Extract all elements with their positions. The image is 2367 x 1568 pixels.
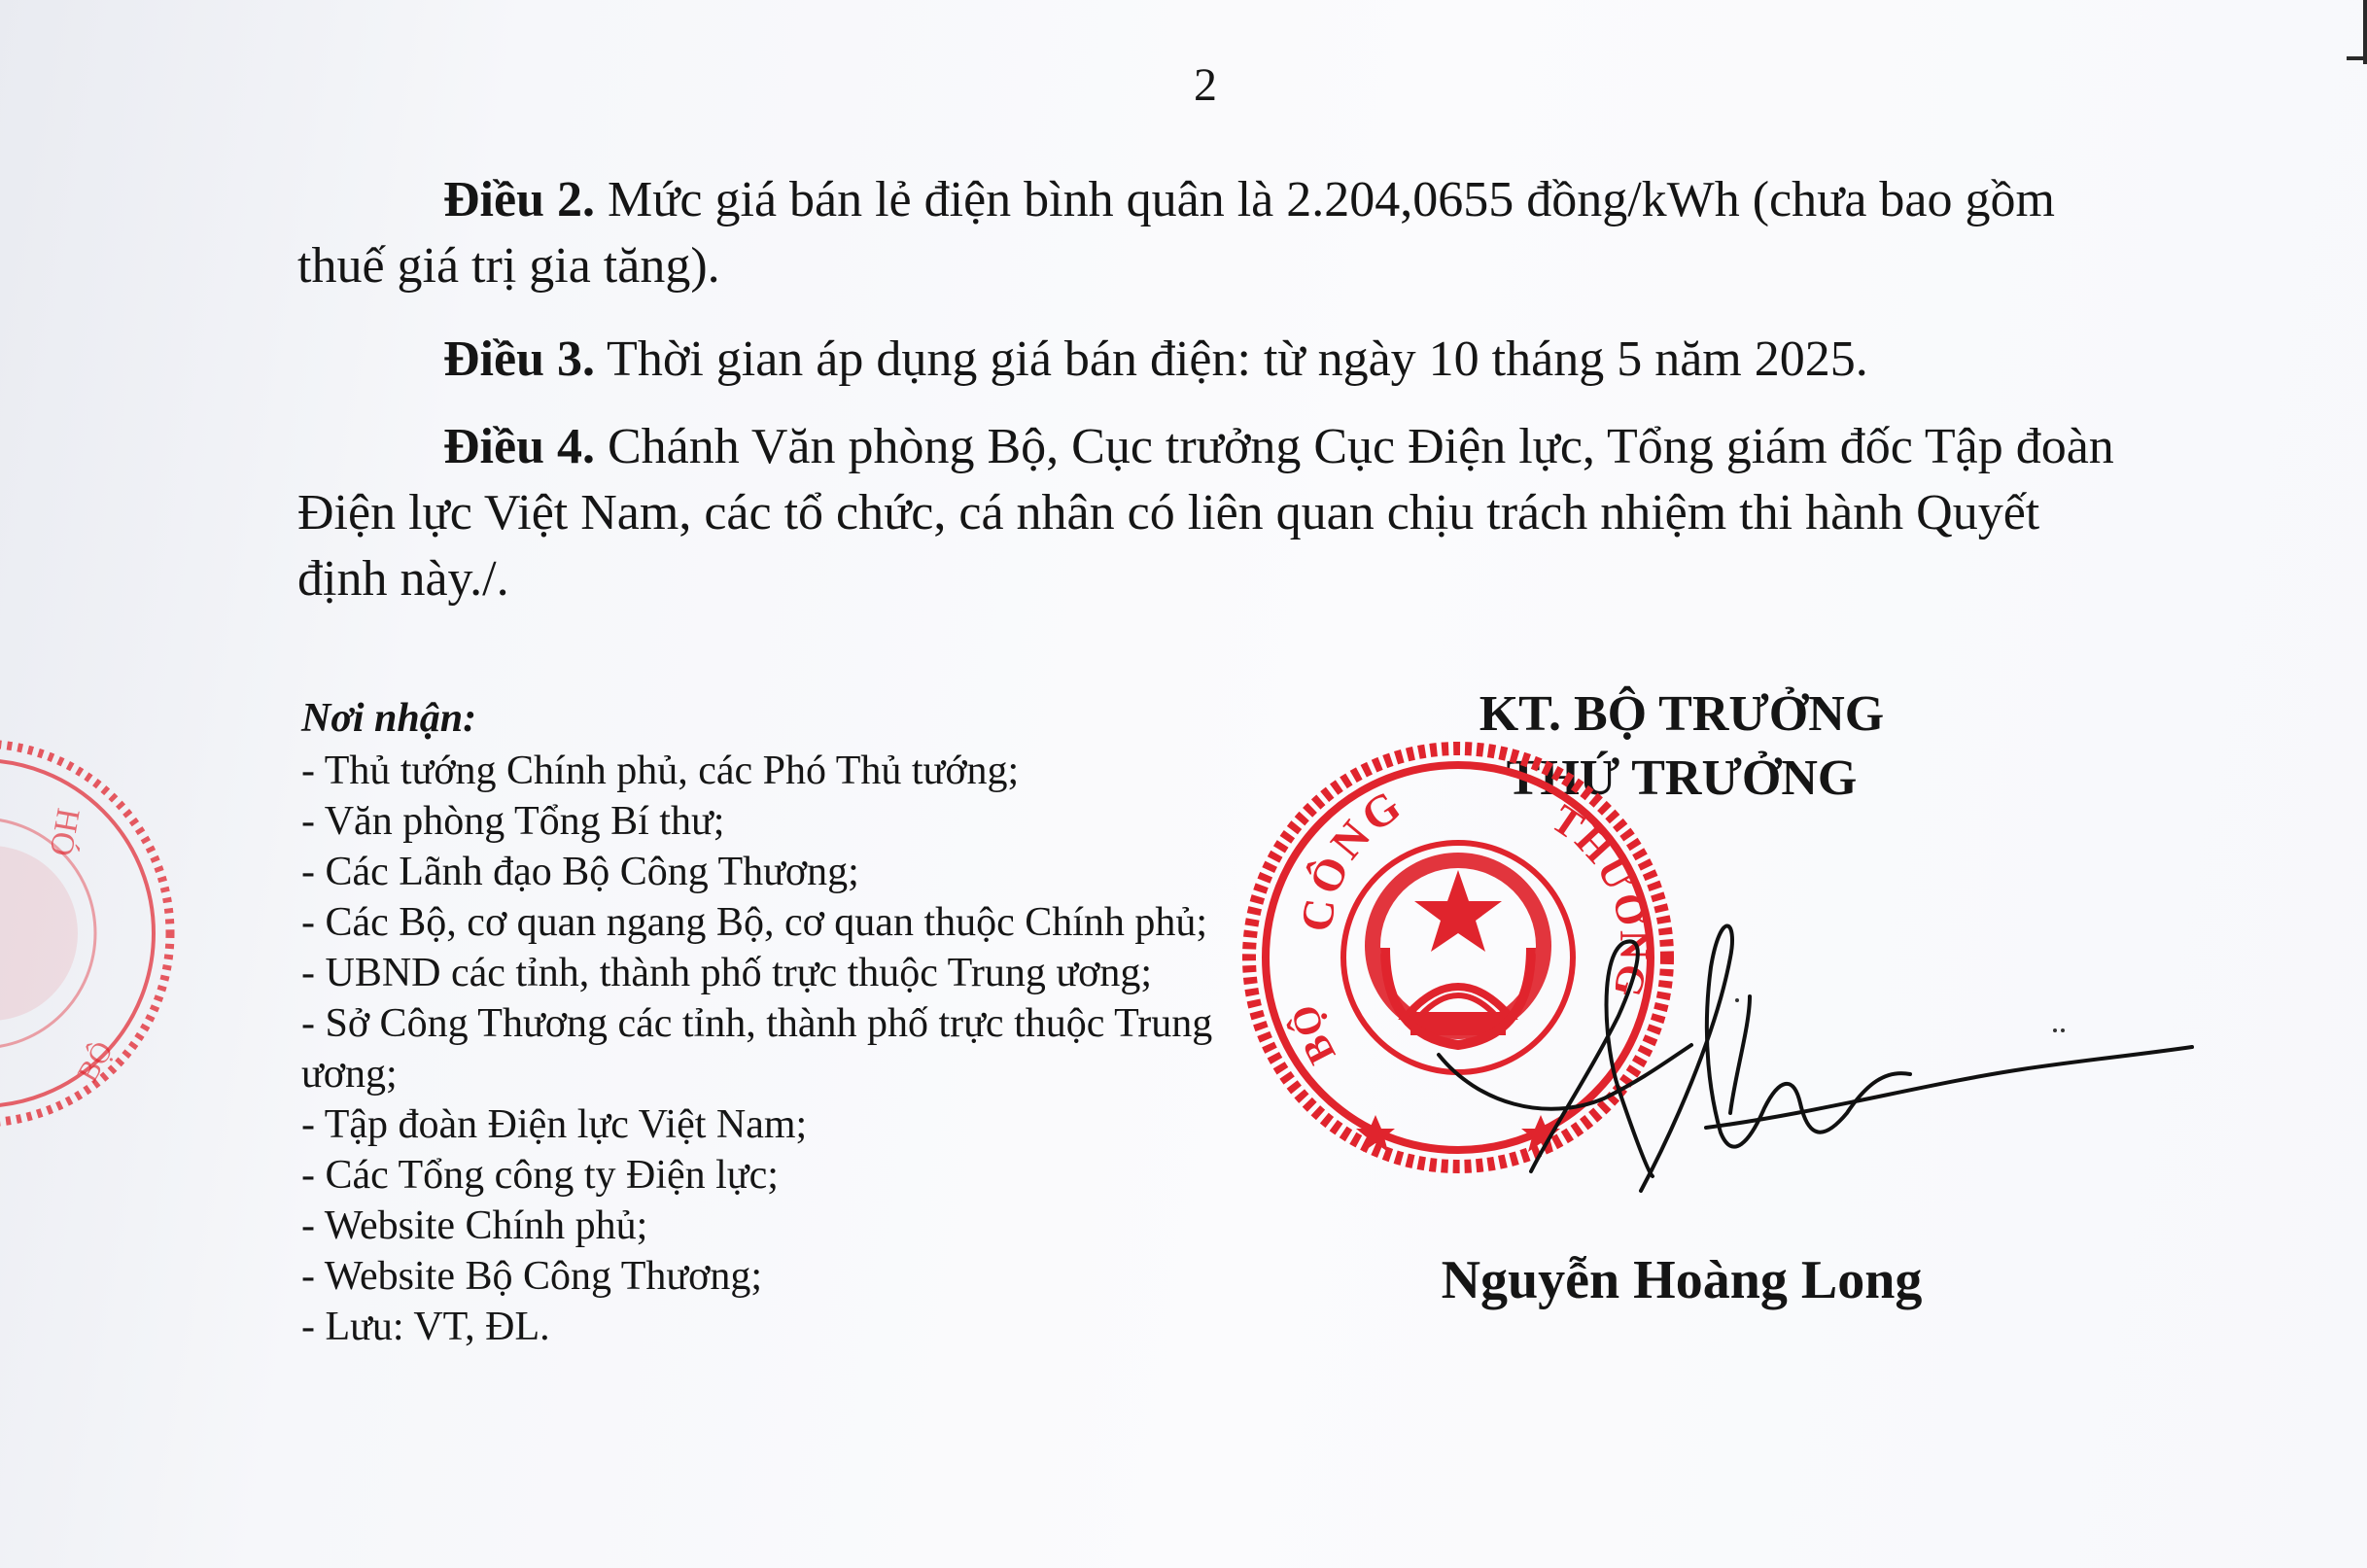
seal-text-top: CÔNG bbox=[1291, 778, 1412, 935]
recipients-block bbox=[301, 693, 1215, 1352]
recipient-item: - Lưu: VT, ĐL. bbox=[301, 1305, 550, 1349]
scan-edge-mark bbox=[2363, 0, 2367, 64]
scan-speck bbox=[2061, 1028, 2065, 1032]
svg-text:HÓ: HÓ bbox=[42, 805, 87, 859]
article-label: Điều 4. bbox=[443, 419, 595, 474]
recipient-item: - UBND các tỉnh, thành phố trực thuộc Trung ương; bbox=[301, 951, 1152, 995]
recipient-item: - Văn phòng Tổng Bí thư; bbox=[301, 799, 725, 844]
recipient-item: - Các Tổng công ty Điện lực; bbox=[301, 1153, 779, 1198]
recipient-item: - Thủ tướng Chính phủ, các Phó Thủ tướng; bbox=[301, 749, 1020, 793]
signer-title: KT. BỘ TRƯỞNG bbox=[1479, 686, 1885, 742]
recipient-item: - Website Bộ Công Thương; bbox=[301, 1254, 763, 1299]
recipients-heading: Nơi nhận: bbox=[301, 696, 477, 741]
article-text: Mức giá bán lẻ điện bình quân là 2.204,0655 đồng/kWh (chưa bao gồm thuế giá trị gia tăng). bbox=[297, 172, 2055, 294]
article-3 bbox=[297, 327, 2139, 393]
recipient-item: - Các Bộ, cơ quan ngang Bộ, cơ quan thuộc Chính phủ; bbox=[301, 900, 1208, 945]
recipient-item: - Website Chính phủ; bbox=[301, 1203, 648, 1248]
handwritten-signature bbox=[1380, 880, 2216, 1220]
seal-text-right: THƯƠNG bbox=[1543, 796, 1656, 1003]
signer-name: Nguyễn Hoàng Long bbox=[1441, 1250, 1923, 1310]
article-text: Thời gian áp dụng giá bán điện: từ ngày 10 tháng 5 năm 2025. bbox=[595, 331, 1868, 387]
article-label: Điều 2. bbox=[443, 172, 595, 227]
article-label: Điều 3. bbox=[443, 331, 595, 387]
scan-speck bbox=[2053, 1028, 2057, 1032]
svg-text:BỘ: BỘ bbox=[71, 1035, 120, 1088]
signer-subtitle: THỨ TRƯỞNG bbox=[1506, 750, 1858, 806]
recipient-item: - Các Lãnh đạo Bộ Công Thương; bbox=[301, 850, 859, 894]
scan-speck bbox=[1735, 998, 1739, 1002]
article-4 bbox=[297, 414, 2139, 612]
seal-text-left: BỘ bbox=[1281, 1000, 1344, 1072]
recipient-item: - Tập đoàn Điện lực Việt Nam; bbox=[301, 1102, 808, 1147]
article-text: Chánh Văn phòng Bộ, Cục trưởng Cục Điện lực, Tổng giám đốc Tập đoàn Điện lực Việt Nam, các tổ chức, cá nhân có liên quan chịu trách nhiệm thi hành Quyết định này./. bbox=[297, 419, 2114, 607]
left-seal-fragment bbox=[0, 719, 175, 1147]
page-number: 2 bbox=[1194, 59, 1217, 111]
recipient-item: - Sở Công Thương các tỉnh, thành phố trực thuộc Trung ương; bbox=[301, 1001, 1213, 1097]
article-2 bbox=[297, 167, 2139, 299]
recipients-list bbox=[301, 746, 1215, 1352]
